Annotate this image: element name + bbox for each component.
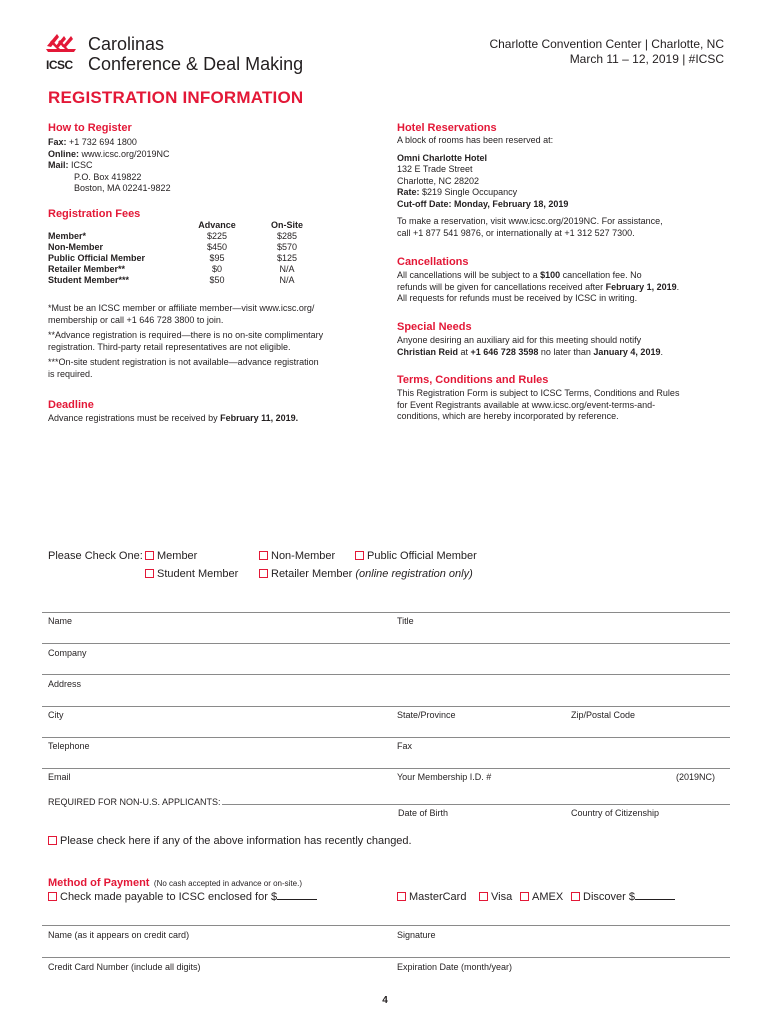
cancellations-heading: Cancellations xyxy=(397,256,469,268)
checkbox-icon[interactable] xyxy=(145,551,154,560)
state-field[interactable]: State/Province xyxy=(397,710,456,720)
email-field[interactable]: Email xyxy=(48,772,71,782)
divider xyxy=(42,768,730,769)
table-row: Student Member*** $50 N/A xyxy=(48,275,295,285)
cancellations-text: All cancellations will be subject to a $100 cancellation fee. No refunds will be given for cancellations received after February 1, 2019. All requests for refunds must be received by ICSC in writing. xyxy=(397,270,680,303)
page-number: 4 xyxy=(382,995,388,1006)
checkbox-icon[interactable] xyxy=(48,836,57,845)
telephone-field[interactable]: Telephone xyxy=(48,741,90,751)
retailer-option[interactable]: Retailer Member (online registration only) xyxy=(259,568,473,580)
fax-field[interactable]: Fax xyxy=(397,741,413,751)
payment-heading: Method of Payment xyxy=(48,877,150,889)
check-one-label: Please Check One: xyxy=(48,550,143,562)
logo-text: ICSC xyxy=(46,58,73,72)
non-us-label: REQUIRED FOR NON-U.S. APPLICANTS: xyxy=(48,797,221,807)
table-row: Public Official Member $95 $125 xyxy=(48,253,298,263)
payment-note: (No cash accepted in advance or on-site.) xyxy=(153,879,302,888)
checkbox-icon[interactable] xyxy=(520,892,529,901)
discover-option[interactable]: Discover $ xyxy=(571,891,675,903)
info-changed-option[interactable]: Please check here if any of the above information has recently changed. xyxy=(48,835,412,847)
conference-title: Carolinas Conference & Deal Making xyxy=(88,34,304,74)
divider xyxy=(42,925,730,926)
card-number-field[interactable]: Credit Card Number (include all digits) xyxy=(48,962,201,972)
page-title: REGISTRATION INFORMATION xyxy=(48,88,304,107)
divider xyxy=(42,957,730,958)
divider xyxy=(42,643,730,644)
dob-field[interactable]: Date of Birth xyxy=(398,808,449,818)
company-field[interactable]: Company xyxy=(48,648,87,658)
terms-text: This Registration Form is subject to ICSC Terms, Conditions and Rules for Event Registrants available at www.icsc.org/event-terms-and- conditions, which are hereby incorporated by reference. xyxy=(397,388,680,421)
special-needs-text: Anyone desiring an auxiliary aid for this meeting should notify Christian Reid at +1 646 728 3598 no later than January 4, 2019. xyxy=(397,335,663,357)
payment-heading-row xyxy=(48,873,302,891)
name-field[interactable]: Name xyxy=(48,616,73,626)
student-option[interactable]: Student Member xyxy=(145,568,238,580)
check-payment-option[interactable]: Check made payable to ICSC enclosed for $ xyxy=(48,891,317,903)
registration-fees-heading: Registration Fees xyxy=(48,208,141,220)
non-member-option[interactable]: Non-Member xyxy=(259,550,335,562)
fee-notes: *Must be an ICSC member or affiliate member—visit www.icsc.org/ membership or call +1 646 728 3800 to join. **Advance registration is required—there is no on-site complimentary registration. Third-party retail representatives are not eligible. ***On-site student registration is not available—advance registration is required. xyxy=(48,303,324,379)
divider xyxy=(42,737,730,738)
citizenship-field[interactable]: Country of Citizenship xyxy=(571,808,660,818)
membership-suffix: (2019NC) xyxy=(676,772,716,782)
card-amount-field[interactable] xyxy=(635,892,675,900)
checkbox-icon[interactable] xyxy=(259,551,268,560)
title-field[interactable]: Title xyxy=(397,616,414,626)
checkbox-icon[interactable] xyxy=(479,892,488,901)
public-official-option[interactable]: Public Official Member xyxy=(355,550,477,562)
visa-option[interactable]: Visa xyxy=(479,891,512,903)
deadline-heading: Deadline xyxy=(48,399,94,411)
table-row: Retailer Member** $0 N/A xyxy=(48,264,295,274)
how-to-register-block: Fax: +1 732 694 1800 Online: www.icsc.org/2019NC Mail: ICSC P.O. Box 419822 Boston, MA 02241-9822 xyxy=(48,137,171,193)
mastercard-option[interactable]: MasterCard xyxy=(397,891,466,903)
divider xyxy=(42,674,730,675)
hotel-block: A block of rooms has been reserved at: Omni Charlotte Hotel 132 E Trade Street Charlotte, NC 28202 Rate: $219 Single Occupancy Cut-off Date: Monday, February 18, 2019 To make a reservation, visit www.icsc.org/2019NC. For assistance, call +1 877 541 9876, or internationally at +1 312 527 7300. xyxy=(397,135,663,238)
city-field[interactable]: City xyxy=(48,710,64,720)
fee-table xyxy=(48,220,328,286)
address-field[interactable]: Address xyxy=(48,679,82,689)
card-name-field[interactable]: Name (as it appears on credit card) xyxy=(48,930,190,940)
deadline-text: Advance registrations must be received by February 11, 2019. xyxy=(48,413,299,423)
amex-option[interactable]: AMEX xyxy=(520,891,563,903)
special-needs-heading: Special Needs xyxy=(397,321,472,333)
signature-field[interactable]: Signature xyxy=(397,930,436,940)
divider xyxy=(42,612,730,613)
member-option[interactable]: Member xyxy=(145,550,197,562)
zip-field[interactable]: Zip/Postal Code xyxy=(571,710,636,720)
fee-col-onsite: On-Site xyxy=(270,220,303,230)
checkbox-icon[interactable] xyxy=(571,892,580,901)
divider xyxy=(42,706,730,707)
checkbox-icon[interactable] xyxy=(145,569,154,578)
how-to-register-heading: How to Register xyxy=(48,122,132,134)
divider xyxy=(222,804,730,805)
table-row: Non-Member $450 $570 xyxy=(48,242,298,252)
membership-id-field[interactable]: Your Membership I.D. # xyxy=(397,772,492,782)
check-amount-field[interactable] xyxy=(277,892,317,900)
table-row: Member* $225 $285 xyxy=(48,231,298,241)
checkbox-icon[interactable] xyxy=(48,892,57,901)
checkbox-icon[interactable] xyxy=(397,892,406,901)
venue-info: Charlotte Convention Center | Charlotte, NC March 11 – 12, 2019 | #ICSC xyxy=(489,37,724,66)
expiration-field[interactable]: Expiration Date (month/year) xyxy=(397,962,513,972)
terms-heading: Terms, Conditions and Rules xyxy=(397,374,549,386)
hotel-heading: Hotel Reservations xyxy=(397,122,497,134)
fee-col-advance: Advance xyxy=(198,220,236,230)
checkbox-icon[interactable] xyxy=(259,569,268,578)
checkbox-icon[interactable] xyxy=(355,551,364,560)
